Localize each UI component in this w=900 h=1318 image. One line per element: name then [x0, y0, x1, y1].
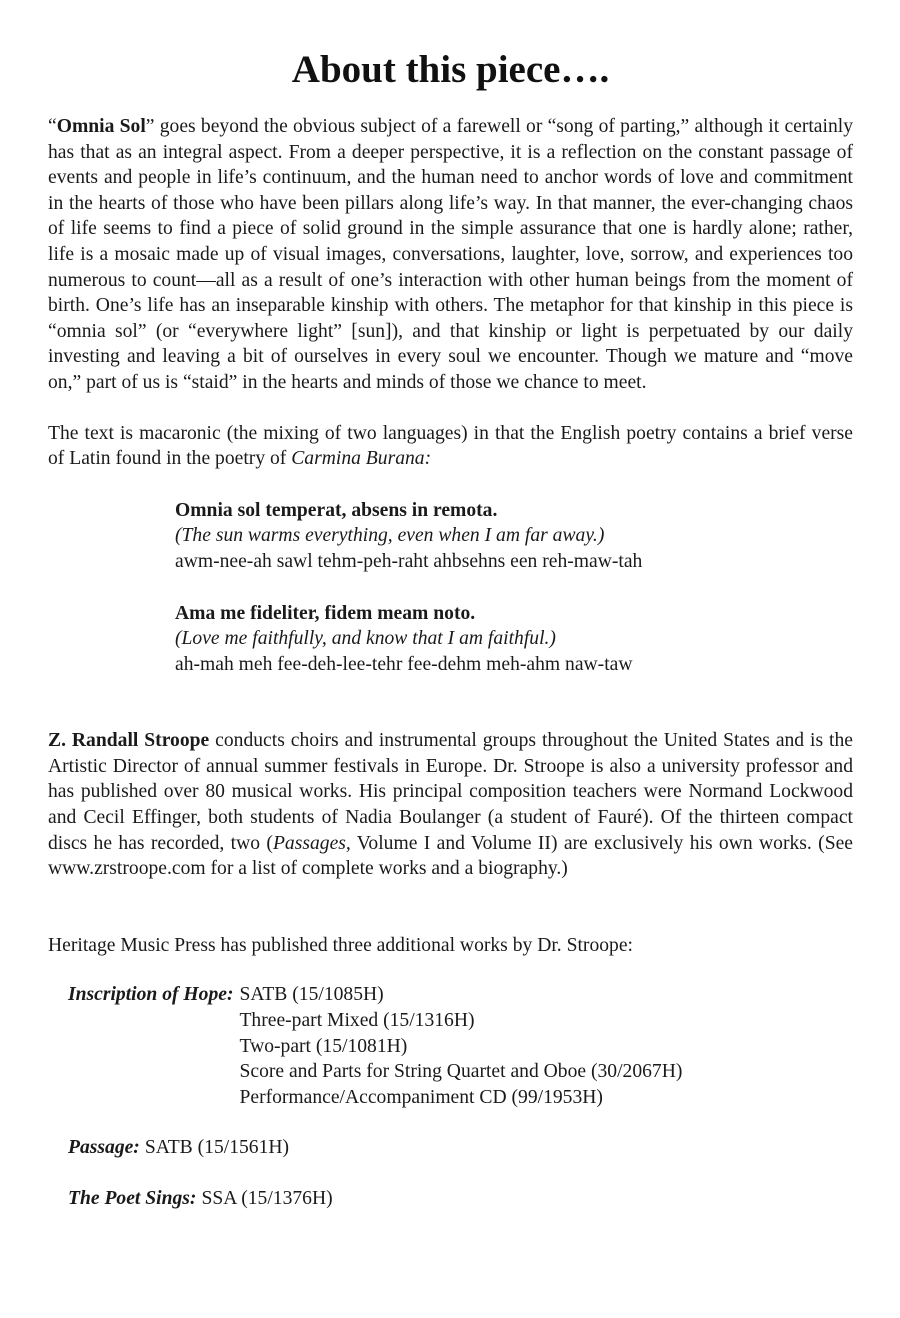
work-title: The Poet Sings: [68, 1188, 197, 1209]
verse-translation: (The sun warms everything, even when I am far away.) [175, 525, 605, 547]
work-edition: Score and Parts for String Quartet and Oboe (30/2067H) [239, 1061, 683, 1083]
work-editions [239, 982, 682, 1110]
macaronic-text: The text is macaronic (the mixing of two languages) in that the English poetry contains a brief verse of Latin found in the poetry of [48, 422, 853, 470]
work-edition: SSA (15/1376H) [201, 1188, 333, 1209]
bio-text-1: conducts choirs and instrumental groups throughout the United States and is the Artistic Director of annual summer festivals in Europe. Dr. Stroope is also a university professor and has published over 80 musical works. His principal composition teachers were Normand Lockwood and Cecil Effinger, both students of Nadia Boulanger (a student of Fauré). Of the thirteen compact discs he has recorded, two ( [48, 730, 853, 854]
work-title: Passage: [68, 1137, 140, 1159]
macaronic-source: Carmina Burana: [291, 448, 432, 470]
heritage-intro: Heritage Music Press has published three additional works by Dr. Stroope: [48, 934, 633, 956]
work-editions [201, 1186, 332, 1212]
bio-paragraph [48, 728, 853, 882]
intro-text: ” goes beyond the obvious subject of a farewell or “song of parting,” although it certainly has that as an integral aspect. From a deeper perspective, it is a reflection on the constant passage of events and people in life’s continuum, and the human need to anchor words of love and commitment in the hearts of those who have been pillars along life’s way. In that manner, the ever-changing chaos of life seems to find a piece of solid ground in the simple assurance that one is hardly alone; rather, life is a mosaic made up of visual images, conversations, laughter, love, sorrow, and experiences too numerous to count—all as a result of one’s interaction with other human beings from the moment of birth. One’s life has an inseparable kinship with others. The metaphor for that kinship in this piece is “omnia sol” (or “everywhere light” [sun]), and that kinship or light is perpetuated by our daily investing and leaving a bit of ourselves in every soul we encounter. Though we mature and “move on,” part of us is “staid” in the hearts and minds of those we chance to meet. [48, 116, 853, 393]
intro-paragraph [48, 114, 853, 396]
work-edition: Performance/Accompaniment CD (99/1953H) [239, 1086, 603, 1108]
work-edition: Three-part Mixed (15/1316H) [239, 1010, 475, 1032]
work-edition: SATB (15/1085H) [239, 984, 384, 1006]
bio-text-2: Volume I and Volume II) are exclusively his own works. (See www.zrstroope.com for a list of complete works and a biography.) [48, 832, 853, 880]
verse-translation: (Love me faithfully, and know that I am faithful.) [175, 628, 556, 650]
verse-block [175, 498, 853, 575]
verse-pronunciation: awm-nee-ah sawl tehm-peh-raht ahbsehns een reh-maw-tah [175, 550, 643, 572]
work-edition: SATB (15/1561H) [144, 1137, 290, 1159]
page-title: About this piece…. [291, 48, 610, 91]
piece-title: Omnia Sol [56, 116, 146, 137]
composer-name: Z. Randall Stroope [48, 730, 210, 752]
work-entry [68, 982, 853, 1110]
verse-block [175, 601, 853, 678]
verse-pronunciation: ah-mah meh fee-deh-lee-tehr fee-dehm meh-ahm naw-taw [175, 653, 633, 675]
work-editions [145, 1135, 289, 1161]
work-edition: Two-part (15/1081H) [239, 1035, 408, 1057]
work-entry [68, 1135, 853, 1161]
macaronic-paragraph [48, 421, 853, 472]
verse-latin: Ama me fideliter, fidem meam noto. [175, 602, 476, 624]
works-list [48, 982, 853, 1211]
work-title: Inscription of Hope: [68, 984, 234, 1006]
work-entry [68, 1186, 853, 1212]
album-title: Passages, [272, 832, 351, 854]
verse-latin: Omnia sol temperat, absens in remota. [175, 499, 498, 521]
intro-quote-open: “ [48, 116, 57, 137]
